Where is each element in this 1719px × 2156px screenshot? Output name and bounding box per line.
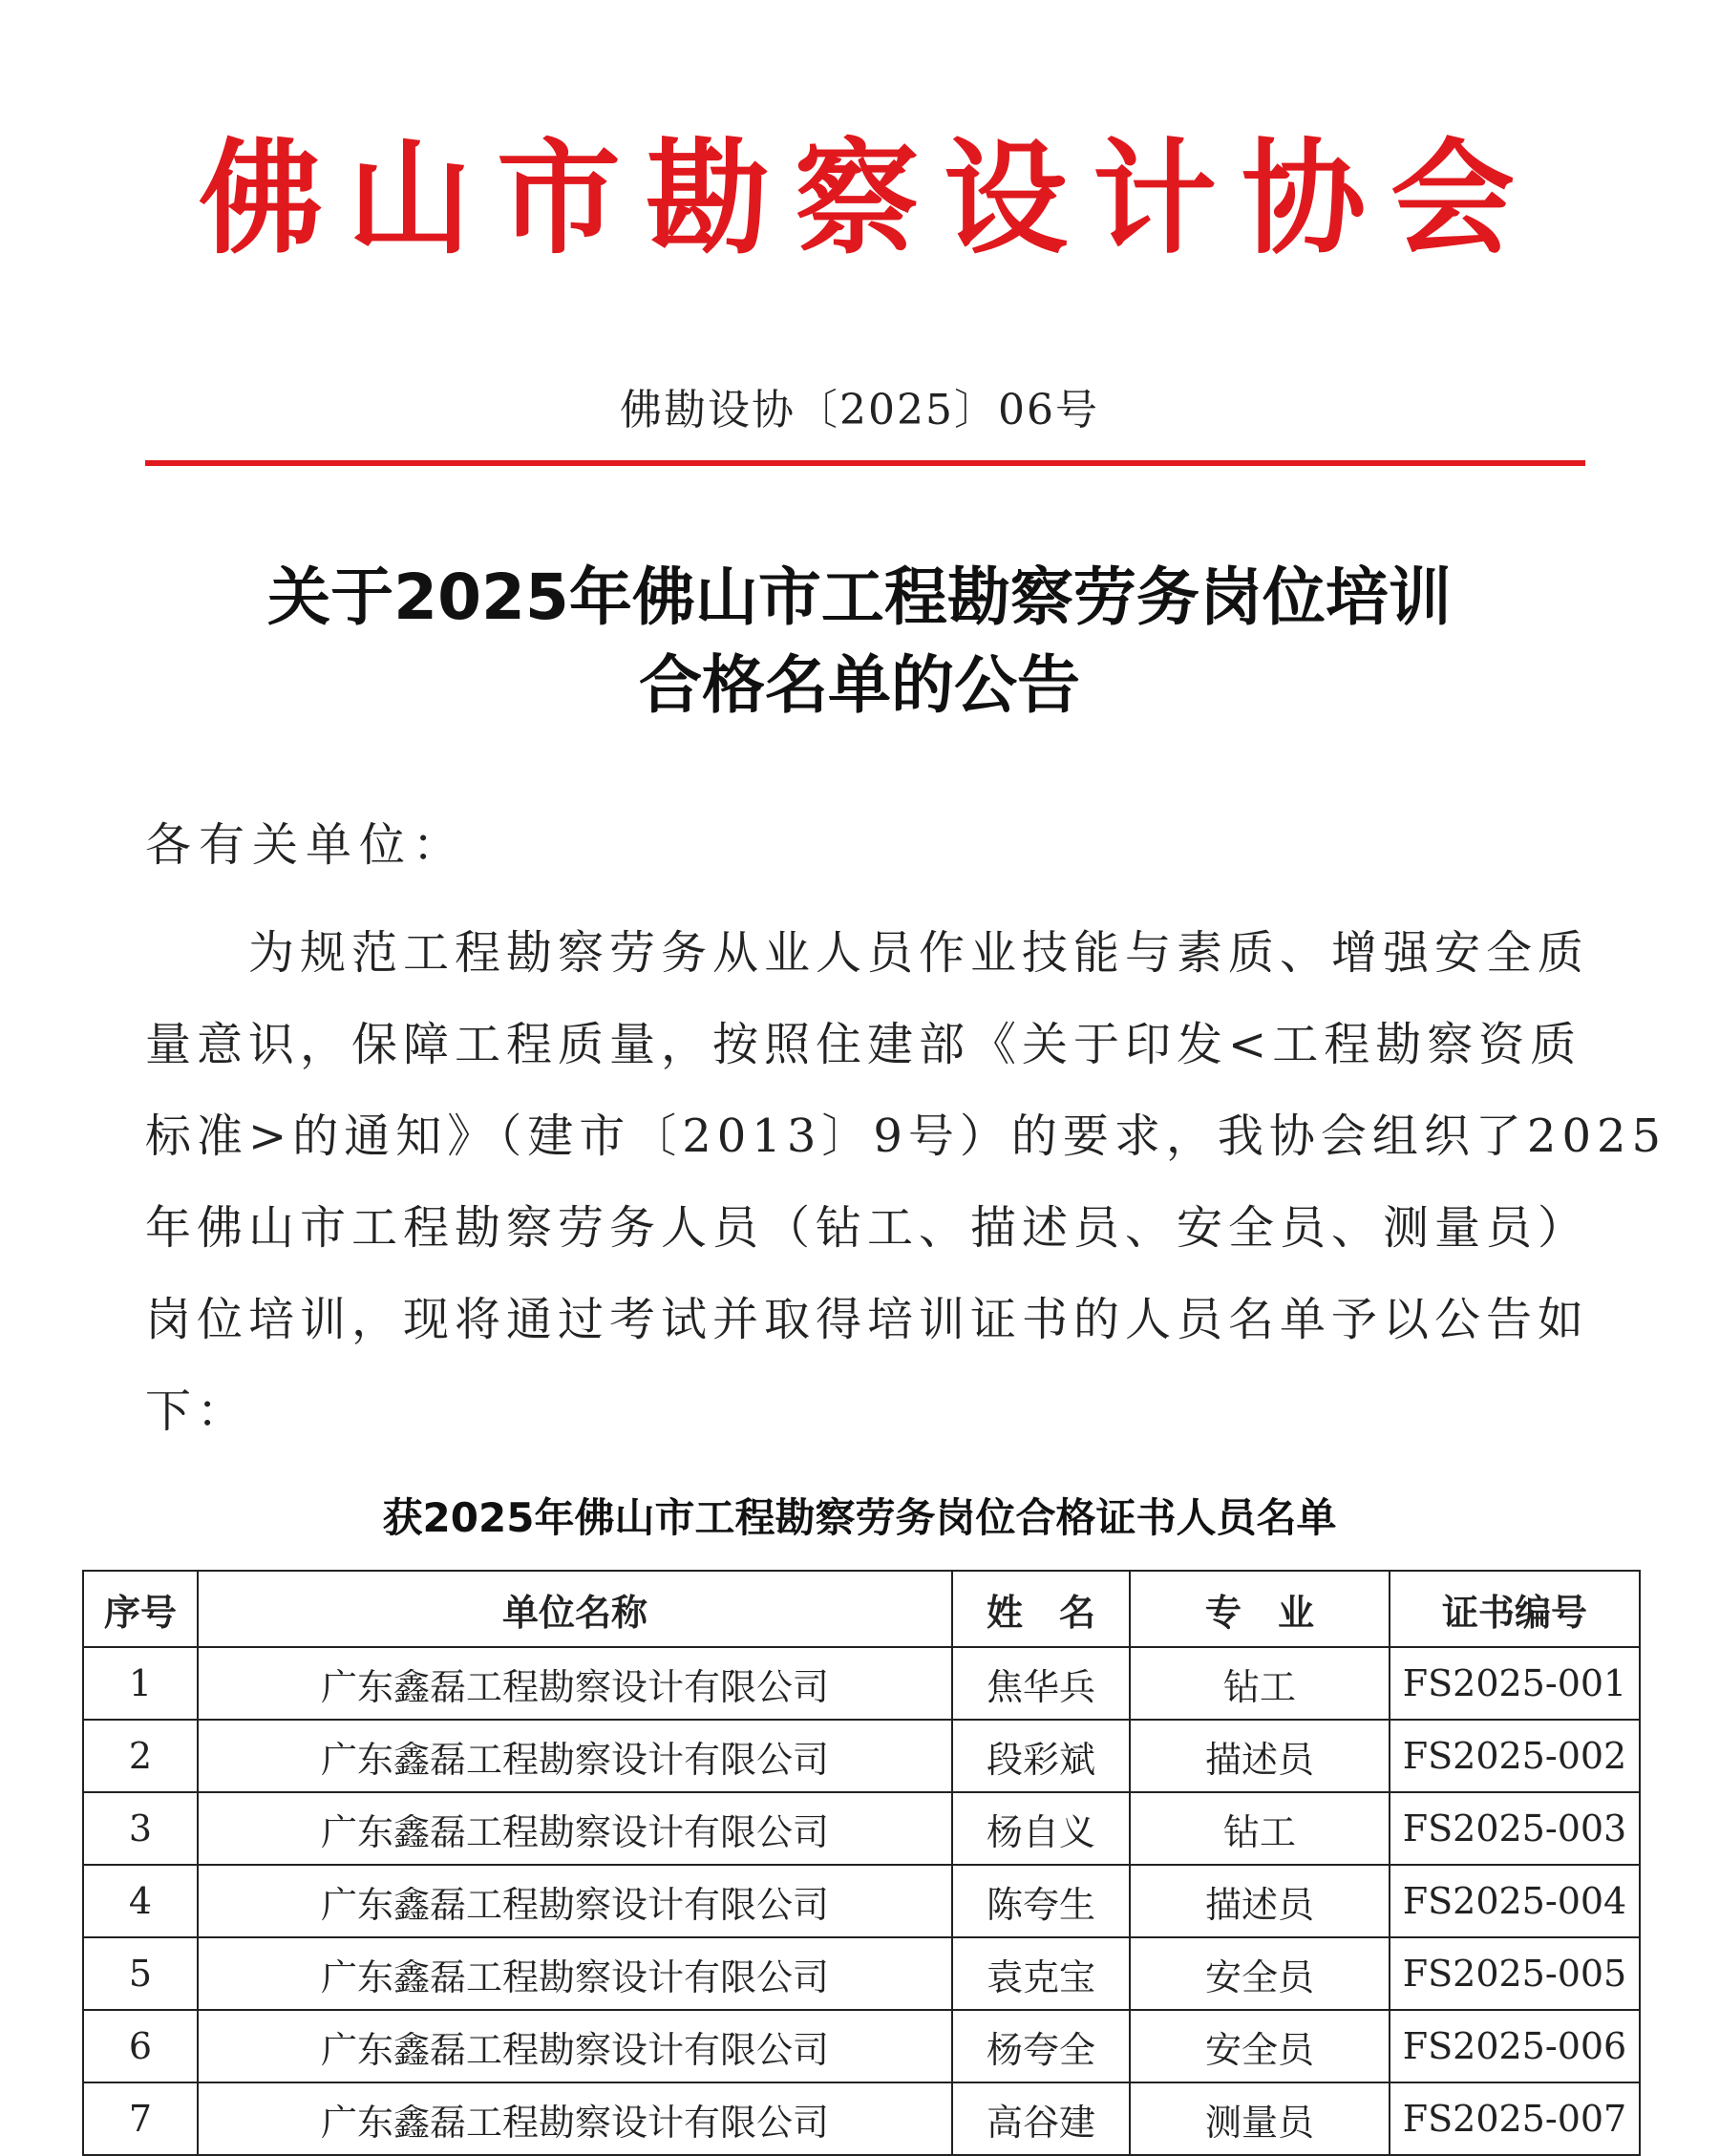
cell-cert-number: FS2025-002 (1390, 1720, 1640, 1792)
cell-seq: 3 (83, 1792, 198, 1865)
table-row (83, 1720, 1640, 1792)
cell-cert-number: FS2025-004 (1390, 1865, 1640, 1937)
cell-name: 杨自义 (952, 1792, 1130, 1865)
header-unit: 单位名称 (198, 1571, 952, 1647)
header-name: 姓 名 (952, 1571, 1130, 1647)
cell-unit: 广东鑫磊工程勘察设计有限公司 (198, 1720, 952, 1792)
cell-major: 钻工 (1130, 1647, 1390, 1720)
cell-seq: 1 (83, 1647, 198, 1720)
table-row (83, 1937, 1640, 2010)
cell-name: 焦华兵 (952, 1647, 1130, 1720)
table-row (83, 1792, 1640, 1865)
cell-seq: 4 (83, 1865, 198, 1937)
body-paragraph (145, 907, 1667, 1457)
cell-unit: 广东鑫磊工程勘察设计有限公司 (198, 1937, 952, 2010)
cell-unit: 广东鑫磊工程勘察设计有限公司 (198, 2010, 952, 2082)
header-seq: 序号 (83, 1571, 198, 1647)
cell-cert-number: FS2025-001 (1390, 1647, 1640, 1720)
table-row (83, 2082, 1640, 2155)
cell-major: 描述员 (1130, 1720, 1390, 1792)
cell-seq: 5 (83, 1937, 198, 2010)
table-row (83, 1647, 1640, 1720)
cell-cert-number: FS2025-006 (1390, 2010, 1640, 2082)
announcement-title (143, 554, 1576, 729)
cell-cert-number: FS2025-007 (1390, 2082, 1640, 2155)
cell-major: 安全员 (1130, 2010, 1390, 2082)
cell-major: 测量员 (1130, 2082, 1390, 2155)
table-row (83, 2010, 1640, 2082)
cell-seq: 7 (83, 2082, 198, 2155)
document-number: 佛勘设协〔2025〕06号 (620, 386, 1099, 434)
body-line: 下： (145, 1384, 249, 1438)
cell-name: 陈夸生 (952, 1865, 1130, 1937)
cell-cert-number: FS2025-005 (1390, 1937, 1640, 2010)
cell-unit: 广东鑫磊工程勘察设计有限公司 (198, 1865, 952, 1937)
body-line: 量意识，保障工程质量，按照住建部《关于印发<工程勘察资质 (145, 1018, 1582, 1071)
cell-unit: 广东鑫磊工程勘察设计有限公司 (198, 1647, 952, 1720)
cell-major: 描述员 (1130, 1865, 1390, 1937)
table-title: 获2025年佛山市工程勘察劳务岗位合格证书人员名单 (382, 1494, 1337, 1541)
body-line: 岗位培训，现将通过考试并取得培训证书的人员名单予以公告如 (145, 1293, 1590, 1346)
cell-unit: 广东鑫磊工程勘察设计有限公司 (198, 1792, 952, 1865)
cell-name: 杨夸全 (952, 2010, 1130, 2082)
header-cert-number: 证书编号 (1390, 1571, 1640, 1647)
cell-seq: 2 (83, 1720, 198, 1792)
cell-name: 袁克宝 (952, 1937, 1130, 2010)
cell-major: 安全员 (1130, 1937, 1390, 2010)
cell-name: 段彩斌 (952, 1720, 1130, 1792)
body-line: 年佛山市工程勘察劳务人员（钻工、描述员、安全员、测量员） (145, 1201, 1590, 1255)
header-major: 专 业 (1130, 1571, 1390, 1647)
table-header-row (83, 1571, 1640, 1647)
organization-header: 佛山市勘察设计协会 (198, 126, 1539, 271)
body-line: 为规范工程勘察劳务从业人员作业技能与素质、增强安全质 (145, 926, 1590, 980)
qualified-personnel-table (82, 1570, 1641, 2156)
title-line-1: 关于2025年佛山市工程勘察劳务岗位培训 (267, 560, 1452, 634)
cell-seq: 6 (83, 2010, 198, 2082)
cell-major: 钻工 (1130, 1792, 1390, 1865)
red-divider (145, 460, 1585, 466)
salutation: 各有关单位： (145, 818, 467, 872)
title-line-2: 合格名单的公告 (639, 648, 1080, 722)
cell-cert-number: FS2025-003 (1390, 1792, 1640, 1865)
body-line: 标准>的通知》（建市〔2013〕9号）的要求，我协会组织了2025 (145, 1110, 1667, 1163)
cell-name: 高谷建 (952, 2082, 1130, 2155)
table-row (83, 1865, 1640, 1937)
cell-unit: 广东鑫磊工程勘察设计有限公司 (198, 2082, 952, 2155)
